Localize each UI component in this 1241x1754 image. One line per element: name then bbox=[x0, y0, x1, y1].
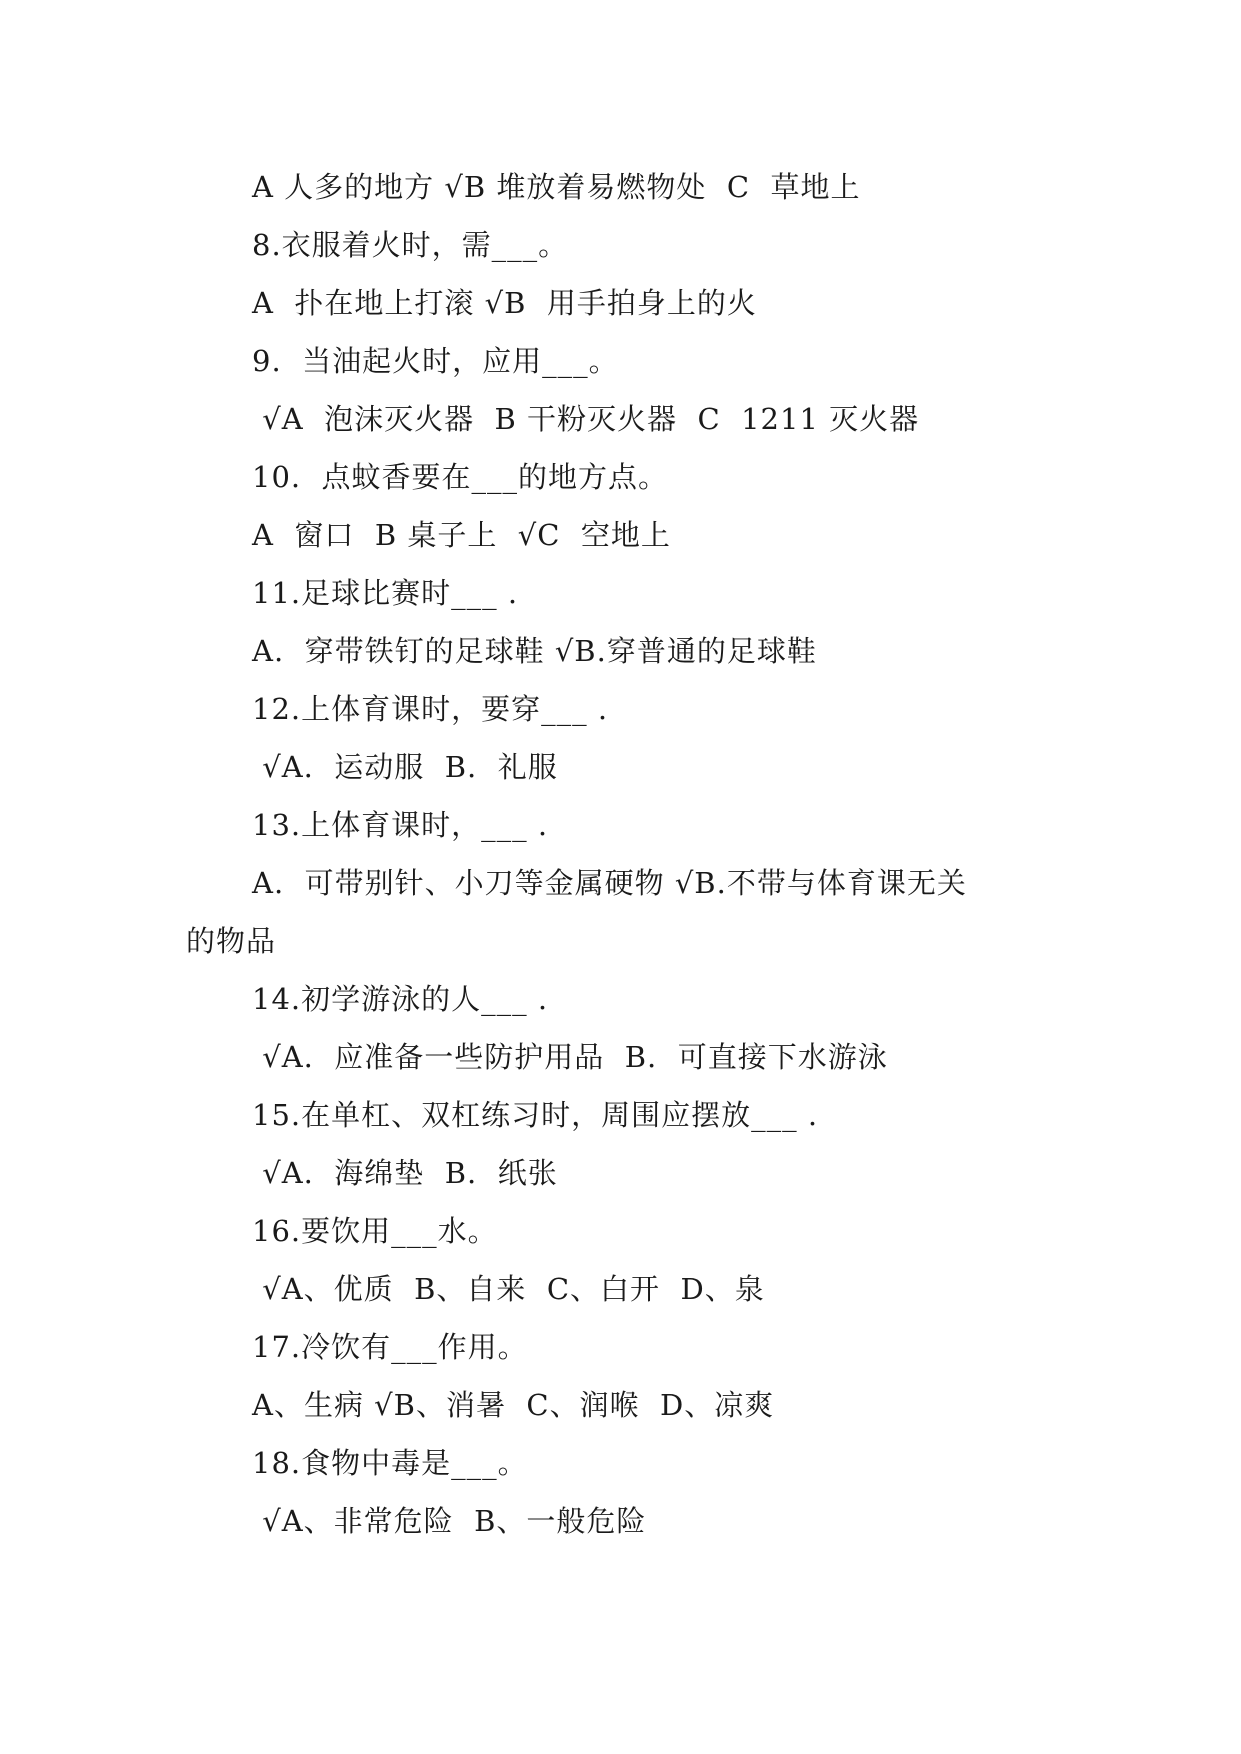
options-line: √A 泡沫灭火器 B 干粉灭火器 C 1211 灭火器 bbox=[252, 402, 920, 436]
options-line: √A. 应准备一些防护用品 B. 可直接下水游泳 bbox=[252, 1040, 888, 1074]
question-line: 14.初学游泳的人___ . bbox=[252, 982, 549, 1016]
options-line: √A、优质 B、自来 C、白开 D、泉 bbox=[252, 1272, 765, 1306]
question-line: 16.要饮用___水。 bbox=[252, 1214, 498, 1248]
question-line: 17.冷饮有___作用。 bbox=[252, 1330, 528, 1364]
question-line: 18.食物中毒是___。 bbox=[252, 1446, 528, 1480]
question-line: 10. 点蚊香要在___的地方点。 bbox=[252, 460, 669, 494]
question-line: 12.上体育课时，要穿___ . bbox=[252, 692, 609, 726]
question-line: 15.在单杠、双杠练习时，周围应摆放___ . bbox=[252, 1098, 819, 1132]
options-line: A. 穿带铁钉的足球鞋 √B.穿普通的足球鞋 bbox=[252, 634, 817, 668]
question-line: 11.足球比赛时___ . bbox=[252, 576, 519, 610]
question-line: 8.衣服着火时，需___。 bbox=[252, 228, 569, 262]
options-line: √A. 运动服 B. 礼服 bbox=[252, 750, 558, 784]
options-line: A、生病 √B、消暑 C、润喉 D、凉爽 bbox=[252, 1388, 775, 1422]
options-line: A. 可带别针、小刀等金属硬物 √B.不带与体育课无关 bbox=[252, 866, 967, 900]
options-line-continuation: 的物品 bbox=[186, 924, 277, 958]
question-line: 13.上体育课时，___ . bbox=[252, 808, 549, 842]
text-line: A 人多的地方 √B 堆放着易燃物处 C 草地上 bbox=[252, 170, 861, 204]
options-line: √A. 海绵垫 B. 纸张 bbox=[252, 1156, 558, 1190]
question-line: 9. 当油起火时，应用___。 bbox=[252, 344, 619, 378]
options-line: √A、非常危险 B、一般危险 bbox=[252, 1504, 647, 1538]
options-line: A 扑在地上打滚 √B 用手拍身上的火 bbox=[252, 286, 757, 320]
options-line: A 窗口 B 桌子上 √C 空地上 bbox=[252, 518, 671, 552]
document-body bbox=[186, 158, 1056, 1550]
